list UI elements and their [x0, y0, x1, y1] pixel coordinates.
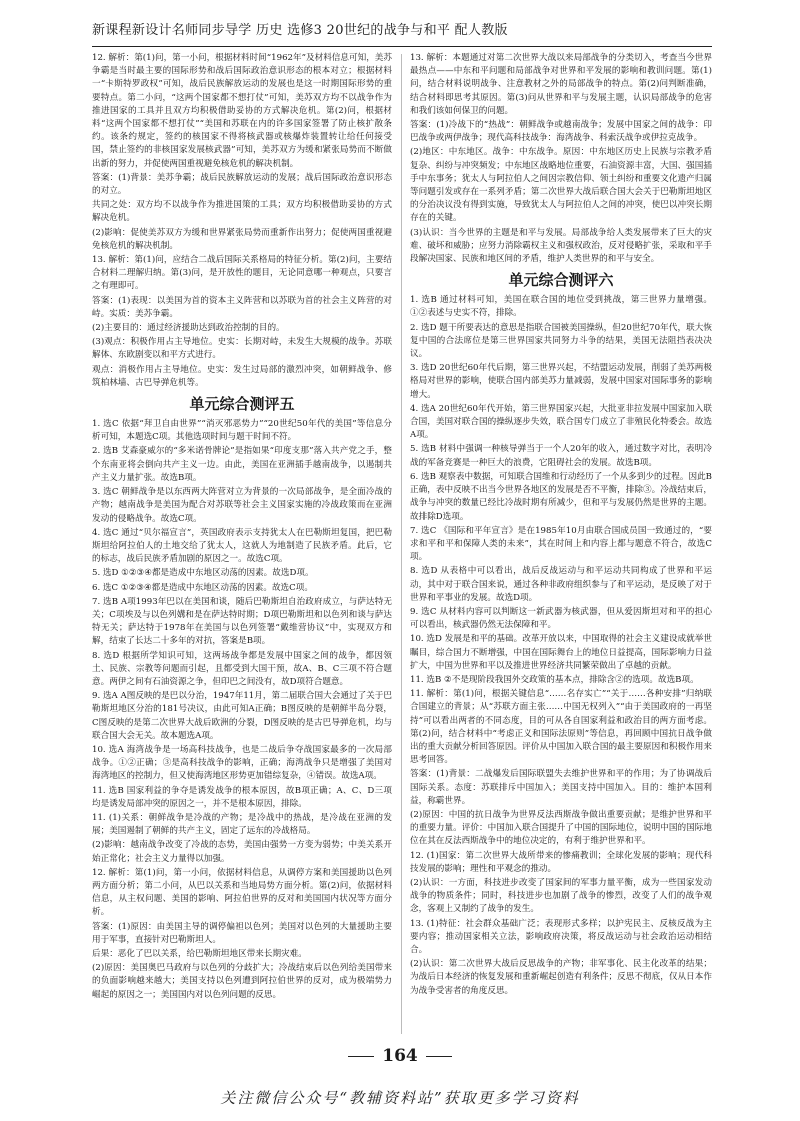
text-paragraph: (2)影响：促使美苏双方为缓和世界紧张局势而重新作出努力；促使两国重视避免核危机的解决机制。	[92, 227, 392, 251]
text-paragraph: 10. 选A 海湾战争是一场高科技战争，也是二战后争夺战国家最多的一次局部战争。①②正确；③是高科技战争的影响，正确；海湾战争只是增强了美国对海湾地区的控制力，但又使海湾地区形势更加错综复杂，④错误。故选A项。	[92, 744, 392, 782]
section-title-5: 单元综合测评五	[189, 395, 295, 414]
text-paragraph: 答案：(1)原因：由美国主导的调停偏袒以色列；美国对以色列的大量援助主要用于军事，直接针对巴勒斯坦人。	[92, 921, 392, 945]
text-paragraph: 12. 解析：第(1)问，第一小问，根据材料时间“1962年”及材料信息可知，美苏争霸是当时最主要的国际形势和战后国际政治意识形态的根本对立；根据材料一“卡斯特罗政权”可知，战后民族解放运动的发展也是这一时期国际形势的重要特点。第二小问，“这两个国家都不想打仗”可知，美苏双方均不以战争作为推进国家的工具并且双方均积极借助妥协的方式解决危机。第(2)问，根据材料“这两个国家都不想打仗”“美国和苏联在内的许多国家签署了防止核扩散条约。该条约规定，签约的核国家不得将核武器或核爆炸装置转让给任何接受国，禁止签约的非核国家发展核武器”可知，美苏双方为缓和紧张局势而不断做出新的努力，并促使两国重视避免核危机的解决机制。	[92, 53, 392, 169]
text-paragraph: 后果：恶化了巴以关系，给巴勒斯坦地区带来长期灾难。	[92, 949, 307, 959]
text-paragraph: 答案：(1)背景：美苏争霸；战后民族解放运动的发展；战后国际政治意识形态的对立。	[92, 172, 392, 197]
text-paragraph: 2. 选D 题干所要表达的意思是指联合国被美国操纵，但20世纪70年代，联大恢复中国的合法席位是第三世界国家共同努力斗争的结果，美国无法阻挡表决决议。	[410, 322, 712, 360]
text-paragraph: 答案：(1)表现：以美国为首的资本主义阵营和以苏联为首的社会主义阵营的对峙。实质：美苏争霸。	[92, 295, 392, 319]
right-column	[410, 52, 712, 1037]
text-paragraph: 答案：(1)背景：二战爆发后国际联盟失去维护世界和平的作用；为了协调战后国际关系。态度：苏联排斥中国加入；美国支持中国加入。目的：维护本国利益，称霸世界。	[410, 769, 712, 806]
section-title-6: 单元综合测评六	[508, 271, 614, 290]
page-number-dash-left	[348, 1056, 374, 1057]
page-header: 新课程新设计名师同步导学 历史 选修3 20世纪的战争与和平 配人教版	[92, 23, 508, 38]
text-paragraph: 9. 选C 从材料内容可以判断这一新武器为核武器，但从爱因斯坦对和平的担心可以看出，核武器仍然无法保障和平。	[410, 606, 712, 631]
text-paragraph: 11. 选B 国家利益的争夺是诱发战争的根本原因，故B项正确；A、C、D三项均是诱发局部冲突的原因之一，并不是根本原因，排除。	[92, 785, 392, 809]
text-paragraph: (2)影响：越南战争改变了冷战的态势，美国由强势一方变为弱势；中美关系开始正常化；社会主义力量得以加强。	[92, 840, 392, 864]
text-paragraph: (2)认识：一方面，科技进步改变了国家间的军事力量平衡，成为一些国家发动战争的物质条件；同时，科技进步也加剧了战争的惨烈，改变了人们的战争观念，客观上又制约了战争的发生。	[410, 877, 712, 915]
text-paragraph: 13. (1)特征：社会群众基础广泛；表现形式多样；以护宪民主、反核反战为主要内容；推动国家相关立法，影响政府决策，将反战运动与社会政治运动相结合。	[410, 918, 712, 955]
text-paragraph: 13. 解析：第(1)问，应结合二战后国际关系格局的特征分析。第(2)问，主要结合材料二理解归纳。第(3)问，是开放性的题目，无论同意哪一种观点，只要言之有理即可。	[92, 255, 392, 292]
text-paragraph: (3)认识：当今世界的主题是和平与发展。局部战争给人类发展带来了巨大的灾难、破坏和威胁；应努力消除霸权主义和强权政治，反对侵略扩张，采取和平手段解决国家、民族和地区间的矛盾，维护人类世界的和平与安全。	[410, 227, 712, 265]
page-number	[0, 1046, 800, 1066]
text-paragraph: 12. (1)国家：第二次世界大战所带来的惨痛教训；全球化发展的影响；现代科技发展的影响；理性和平观念的推动。	[410, 850, 712, 874]
text-paragraph: 8. 选D 从表格中可以看出，战后反战运动与和平运动共同构成了世界和平运动，其中对于联合国来说，通过各种非政府组织参与了和平运动，是反映了对于世界和平事业的发展。故选D项。	[410, 566, 712, 603]
text-paragraph: 4. 选A 20世纪60年代开始，第三世界国家兴起，大批亚非拉发展中国家加入联合国，美国对联合国的操纵逐步失效，联合国专门成立了非殖民化特委会。故选A项。	[410, 403, 712, 441]
text-paragraph: (3)观点：积极作用占主导地位。史实：长期对峙，未发生大规模的战争。苏联解体、东欧剧变以和平方式进行。	[92, 337, 392, 361]
right-post-section	[410, 294, 712, 998]
text-paragraph: 5. 选D ①②③④都是造成中东地区动荡的因素。故选D项。	[92, 568, 314, 579]
page-number-value: 164	[382, 1046, 418, 1066]
page-number-dash-right	[426, 1056, 452, 1057]
text-paragraph: (2)主要目的：通过经济援助达到政治控制的目的。	[92, 323, 285, 334]
column-divider	[401, 54, 402, 1034]
text-paragraph: (2)地区：中东地区。战争：中东战争。原因：中东地区历史上民族与宗教矛盾复杂、纠纷与冲突频发；中东地区战略地位重要，石油资源丰富，大国、强国插手中东事务；犹太人与阿拉伯人之间因宗教信仰、领土纠纷和重要文化遗产归属等问题引发或存在一系列矛盾；第二次世界大战后联合国大会关于巴勒斯坦地区的分治决议没有得到实施，导致犹太人与阿拉伯人之间的冲突，使巴以冲突长期存在的关键。	[410, 147, 712, 224]
text-paragraph: 4. 选C 通过“贝尔福宣言”，英国政府表示支持犹太人在巴勒斯坦复国，把巴勒斯坦给阿拉伯人的土地交给了犹太人，这就人为地制造了民族矛盾。此后，它的标志，战后民族矛盾加剧的原因之一。故选C项。	[92, 527, 392, 565]
text-paragraph: 6. 选C ①②③④都是造成中东地区动荡的因素。故选C项。	[92, 582, 313, 593]
text-paragraph: 观点：消极作用占主导地位。史实：发生过局部的激烈冲突，如朝鲜战争、修筑柏林墙、古巴导弹危机等。	[92, 364, 392, 388]
text-paragraph: (2)原因：美国奥巴马政府与以色列的分歧扩大；冷战结束后以色列给美国带来的负面影响越来越大；美国支持以色列遭到阿拉伯世界的反对，成为极端势力崛起的原因之一；美国国内对以色列问题的反思。	[92, 963, 392, 1000]
text-paragraph: 3. 选D 20世纪60年代后期，第三世界兴起，不结盟运动发展，削弱了美苏两极格局对世界的影响，使联合国内部美苏力量减弱，发展中国家对国际事务的影响增大。	[410, 363, 712, 400]
text-paragraph: 7. 选C 《国际和平年宣言》是在1985年10月由联合国成员国一致通过的，“要求和平和平和保障人类的未来”，其在时间上和内容上都与题意不符合，故选C项。	[410, 525, 712, 563]
left-post-section	[92, 418, 392, 1002]
text-paragraph: 13. 解析：本题通过对第二次世界大战以来局部战争的分类切入，考查当今世界最热点——中东和平问题和局部战争对世界和平发展的影响和教训问题。第(1)问，结合材料说明战争、注意教材之外的局部战争的特点。第(2)问判断准确，结合材料即思考其原因。第(3)问从世界和平与发展主题，认识局部战争的危害和我们该如何保卫的问题。	[410, 53, 712, 116]
text-paragraph: 9. 选A A图反映的是巴以分治，1947年11月，第二届联合国大会通过了关于巴勒斯坦地区分治的181号决议，由此可知A正确；B图反映的是朝鲜半岛分裂，C图反映的是第二次世界大战后欧洲的分裂，D图反映的是古巴导弹危机，均与联合国大会无关。故本题选A项。	[92, 691, 392, 741]
text-paragraph: 12. 解析：第(1)问，第一小问，依据材料信息，从调停方案和美国援助以色列两方面分析；第二小问，从巴以关系和当地局势方面分析。第(2)问，依据材料信息，从主权问题、美国的影响、阿拉伯世界的反对和美国国内状况等方面分析。	[92, 867, 392, 918]
text-paragraph: (2)原因：中国的抗日战争为世界反法西斯战争做出重要贡献；是维护世界和平的重要力量。评价：中国加入联合国提升了中国的国际地位，说明中国的国际地位在其在反法西斯战争中的地位决定的，有利于维护世界和平。	[410, 809, 712, 847]
text-paragraph: 6. 选B 观察表中数据，可知联合国维和行动经历了一个从多到少的过程。因此B正确，表中反映不出当今世界各地区的发展是否不平衡，排除③。冷战结束后，战争与冲突的数量已经比冷战时期有所减少，但和平与发展仍然是世界的主题。故排除D选项。	[410, 471, 712, 522]
text-paragraph: 11. 选B ②不是现阶段我国外交政策的基本点，排除含②的选项。故选B项。	[410, 674, 699, 685]
left-column	[92, 52, 392, 1037]
text-paragraph: 3. 选C 朝鲜战争是以东西两大阵营对立为背景的一次局部战争，是全面冷战的产物；越南战争是美国为配合对苏联等社会主义国家实施的冷战政策而在亚洲发动的侵略战争。故选C项。	[92, 487, 392, 524]
text-paragraph: 8. 选D 根据所学知识可知，这两场战争都是发展中国家之间的战争，都因领土、民族、宗教等问题而引起，且都受到大国干预，故A、B、C三项不符合题意。两伊之间有石油资源之争，但印巴之间没有，故D项符合题意。	[92, 650, 392, 687]
left-pre-section	[92, 52, 392, 390]
text-paragraph: 2. 选B 艾森豪威尔的“多米诺骨牌论”是指如果“印度支那”落入共产党之手，整个东南亚将会倒向共产主义一边。由此，美国在亚洲插手越南战争，以遏制共产主义力量扩张。故选B项。	[92, 446, 392, 483]
header-rule	[92, 46, 712, 47]
text-paragraph: 11. (1)关系：朝鲜战争是冷战的产物；是冷战中的热战，是冷战在亚洲的发展；美国遏制了朝鲜的共产主义，固定了远东的冷战格局。	[92, 812, 392, 837]
text-paragraph: 5. 选B 材料中强调一种核导弹当于一个人20年的收入，通过数字对比，表明冷战的军备竞赛是一种巨大的浪费，它阻碍社会的发展。故选B项。	[410, 444, 712, 468]
text-paragraph: 10. 选D 发展是和平的基础。改革开放以来，中国取得的社会主义建设成就举世瞩目，综合国力不断增强，中国在国际舞台上的地位日益提高，国际影响力日益扩大，中国为世界和平以及推进世界经济共同繁荣做出了卓越的贡献。	[410, 634, 712, 671]
text-paragraph: 答案：(1)冷战下的“热战”：朝鲜战争或越南战争；发展中国家之间的战争：印巴战争或两伊战争；现代高科技战争：海湾战争、科索沃战争或伊拉克战争。	[410, 120, 712, 144]
right-pre-section	[410, 52, 712, 266]
footer-note: 关注微信公众号“教辅资料站”获取更多学习资料	[220, 1089, 580, 1107]
text-paragraph: 1. 选B 通过材料可知，美国在联合国的地位受到挑战，第三世界力量增强。①②表述与史实不符，排除。	[410, 295, 712, 319]
text-paragraph: 7. 选B A项1993年巴以在美国和谈，随后巴勒斯坦自治政府成立，与萨达特无关；C项埃及与以色列媾和是在萨达特时期；D项巴勒斯坦和以色列和谈与萨达特无关；萨达特于1978年在美国与以色列签署“戴维营协议”中，实现双方和解，结束了长达二十多年的对抗，答案是B项。	[92, 596, 392, 647]
text-paragraph: (2)认识：第二次世界大战后反思战争的产物；非军事化、民主化改革的结果；为战后日本经济的恢复发展和重新崛起创造有利条件；反思不彻底，仅从日本作为战争受害者的角度反思。	[410, 959, 712, 996]
text-paragraph: 共同之处：双方均不以战争作为推进国策的工具；双方均积极借助妥协的方式解决危机。	[92, 200, 392, 224]
text-paragraph: 11. 解析：第(1)问，根据关键信息“……名存实亡”“关于……各种安排”归纳联合国建立的背景；从“苏联方面主张……中国无权列入”“由于美国政府的一再坚持”可以看出两者的不同态度，目的可从各自国家利益和政治目的两方面考虑。第(2)问，结合材料中“考虑正义和国际法原则”等信息，再回顾中国抗日战争做出的重大贡献分析回答原因。评价从中国加入联合国的最主要原因和积极作用来思考回答。	[410, 689, 712, 766]
text-paragraph: 1. 选C 依据“拜卫自由世界”“消灭邪恶势力”“20世纪50年代的美国”等信息分析可知，本题选C项。其他选项时间与题干时间不符。	[92, 419, 392, 443]
